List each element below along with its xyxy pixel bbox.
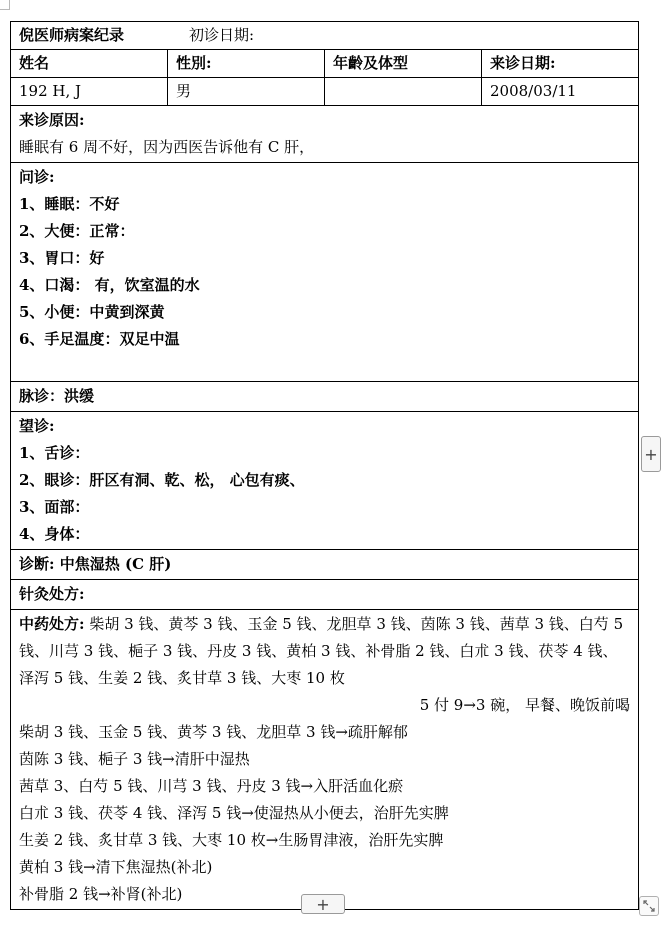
record-title: 倪医师病案纪录 [19,26,125,44]
acupuncture-row [11,580,639,610]
reason-label: 来诊原因: [19,111,85,129]
observation-item: 1、舌诊： [19,444,90,462]
inquiry-label: 问诊: [19,168,55,186]
herbal-note: 黄柏 3 钱→清下焦湿热(补北) [19,858,213,876]
herbal-text: 柴胡 3 钱、黄芩 3 钱、玉金 5 钱、龙胆草 3 钱、茵陈 3 钱、茜草 3 钱、白芍 5 钱、川芎 3 钱、梔子 3 钱、丹皮 3 钱、黄柏 3 钱、补骨脂 2 钱、白朮 3 钱、茯苓 4 钱、泽泻 5 钱、生姜 2 钱、炙甘草 3 钱、大枣 10 枚 [19,615,624,687]
observation-item: 2、眼诊：肝区有洞、乾、松， 心包有痰、 [19,471,305,489]
herbal-note: 柴胡 3 钱、玉金 5 钱、黄芩 3 钱、龙胆草 3 钱→疏肝解郁 [19,723,408,741]
observation-label: 望诊: [19,417,55,435]
herbal-label: 中药处方: [19,615,85,633]
blank-line [19,353,630,380]
age-build-label: 年齡及体型 [325,50,482,78]
add-column-button[interactable] [641,436,661,472]
visit-date-value[interactable]: 2008/03/11 [482,78,639,106]
herbal-note: 生姜 2 钱、炙甘草 3 钱、大枣 10 枚→生肠胃津液，治肝先实脾 [19,831,444,849]
resize-icon [642,899,656,913]
info-value-row [11,78,639,106]
inquiry-item: 3、胃口：好 [19,249,105,267]
pulse-row [11,382,639,412]
reason-row [11,106,639,163]
sex-label: 性別: [168,50,325,78]
diagnosis-cell[interactable] [11,550,639,580]
first-visit-date-label: 初诊日期: [189,26,255,44]
visit-date-label: 来诊日期: [482,50,639,78]
age-build-value[interactable] [325,78,482,106]
acupuncture-label: 针灸处方: [19,585,85,603]
observation-cell[interactable] [11,412,639,550]
inquiry-item: 1、睡眠：不好 [19,195,120,213]
diagnosis-row [11,550,639,580]
info-label-row [11,50,639,78]
herbal-note: 补骨脂 2 钱→补肾(补北) [19,885,183,903]
reason-text: 睡眠有 6 周不好，因为西医告诉他有 C 肝， [19,138,315,156]
herbal-note: 茜草 3、白芍 5 钱、川芎 3 钱、丹皮 3 钱→入肝活血化瘀 [19,777,404,795]
herbal-dosage: 5 付 9→3 碗， 早餐、晚饭前喝 [419,696,630,714]
pulse-cell[interactable] [11,382,639,412]
name-label: 姓名 [11,50,168,78]
inquiry-cell[interactable] [11,163,639,382]
herbal-row [11,610,639,910]
herbal-cell[interactable] [11,610,639,910]
herbal-prescription [19,611,630,692]
title-cell [11,22,639,50]
inquiry-item: 4、口渴： 有，饮室温的水 [19,276,200,294]
name-value[interactable]: 192 H, J [11,78,168,106]
observation-row [11,412,639,550]
observation-item: 3、面部： [19,498,90,516]
inquiry-row [11,163,639,382]
page-corner-mark-top [0,0,10,10]
inquiry-item: 6、手足温度：双足中温 [19,330,180,348]
inquiry-item: 2、大便：正常： [19,222,135,240]
diagnosis-text: 诊断: 中焦湿热 (C 肝) [19,555,172,573]
medical-record-table [10,21,639,910]
resize-handle[interactable] [639,896,659,916]
inquiry-item: 5、小便：中黄到深黄 [19,303,165,321]
title-row [11,22,639,50]
herbal-note: 白朮 3 钱、茯苓 4 钱、泽泻 5 钱→使湿热从小便去，治肝先实脾 [19,804,449,822]
add-row-button[interactable] [301,894,345,914]
acupuncture-cell[interactable] [11,580,639,610]
observation-item: 4、身体： [19,525,90,543]
plus-icon: + [316,894,330,914]
reason-cell[interactable] [11,106,639,163]
sex-value[interactable]: 男 [168,78,325,106]
pulse-text: 脉诊：洪缓 [19,387,95,405]
plus-icon: + [644,444,658,464]
herbal-note: 茵陈 3 钱、梔子 3 钱→清肝中湿热 [19,750,250,768]
